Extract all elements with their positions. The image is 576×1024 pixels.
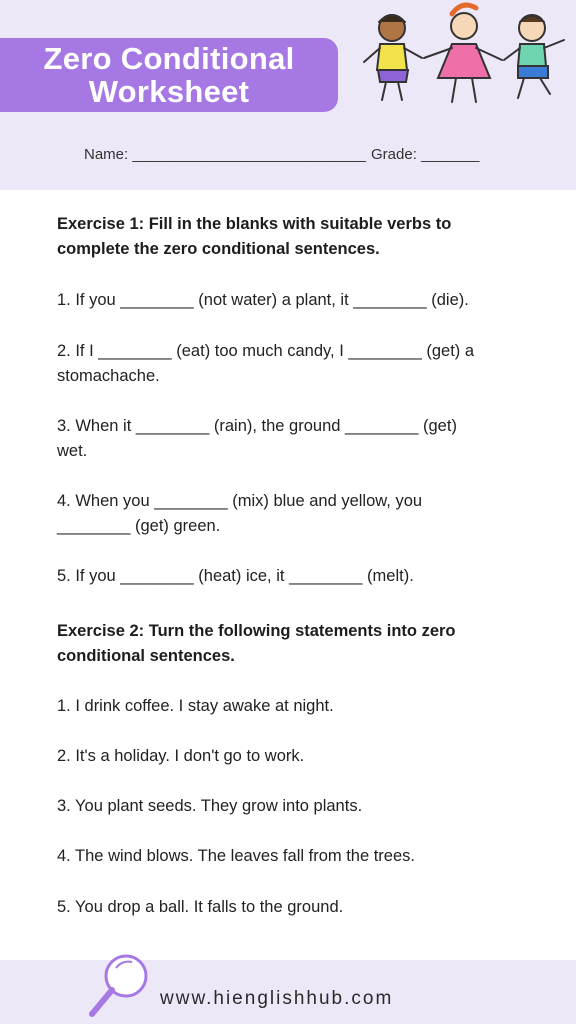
exercise-2-item: 2. It's a holiday. I don't go to work. <box>57 747 305 765</box>
item-line: 1. If you ________ (not water) a plant, it ________ (die). <box>57 291 469 309</box>
exercise-1-item <box>57 414 507 464</box>
exercise-1-item <box>57 564 507 589</box>
item-line: wet. <box>57 442 88 460</box>
title-line-1: Zero Conditional <box>43 41 295 76</box>
exercise-2-heading-line-1: Exercise 2: Turn the following statements into zero <box>57 622 456 640</box>
header-band <box>0 0 576 190</box>
exercise-2-heading-line-2: conditional sentences. <box>57 647 235 665</box>
item-line: stomachache. <box>57 367 160 385</box>
exercise-1-heading-line-1: Exercise 1: Fill in the blanks with suitable verbs to <box>57 215 452 233</box>
item-line: 3. When it ________ (rain), the ground ________ (get) <box>57 417 457 435</box>
magnifier-icon <box>86 950 156 1020</box>
exercise-1-item <box>57 339 507 389</box>
grade-field[interactable]: Grade: _______ <box>371 146 480 163</box>
exercise-2-item: 3. You plant seeds. They grow into plants. <box>57 797 363 815</box>
exercise-1-item <box>57 288 507 313</box>
title-banner <box>0 38 338 112</box>
item-line: ________ (get) green. <box>57 517 221 535</box>
exercise-2-item: 5. You drop a ball. It falls to the ground. <box>57 898 344 916</box>
item-line: 5. If you ________ (heat) ice, it ________ (melt). <box>57 567 414 585</box>
exercise-1-item <box>57 489 507 539</box>
exercise-2-item: 1. I drink coffee. I stay awake at night. <box>57 697 334 715</box>
item-line: 2. If I ________ (eat) too much candy, I ________ (get) a <box>57 342 475 360</box>
children-holding-hands-illustration <box>352 0 576 110</box>
item-line: 4. When you ________ (mix) blue and yellow, you <box>57 492 423 510</box>
name-field[interactable]: Name: ____________________________ <box>84 146 366 163</box>
exercise-1-heading <box>57 212 497 262</box>
website-url[interactable]: www.hienglishhub.com <box>160 988 394 1009</box>
exercise-2-item: 4. The wind blows. The leaves fall from the trees. <box>57 847 415 865</box>
exercise-1-heading-line-2: complete the zero conditional sentences. <box>57 240 380 258</box>
exercise-2-heading <box>57 619 497 669</box>
title-line-2: Worksheet <box>88 74 250 109</box>
